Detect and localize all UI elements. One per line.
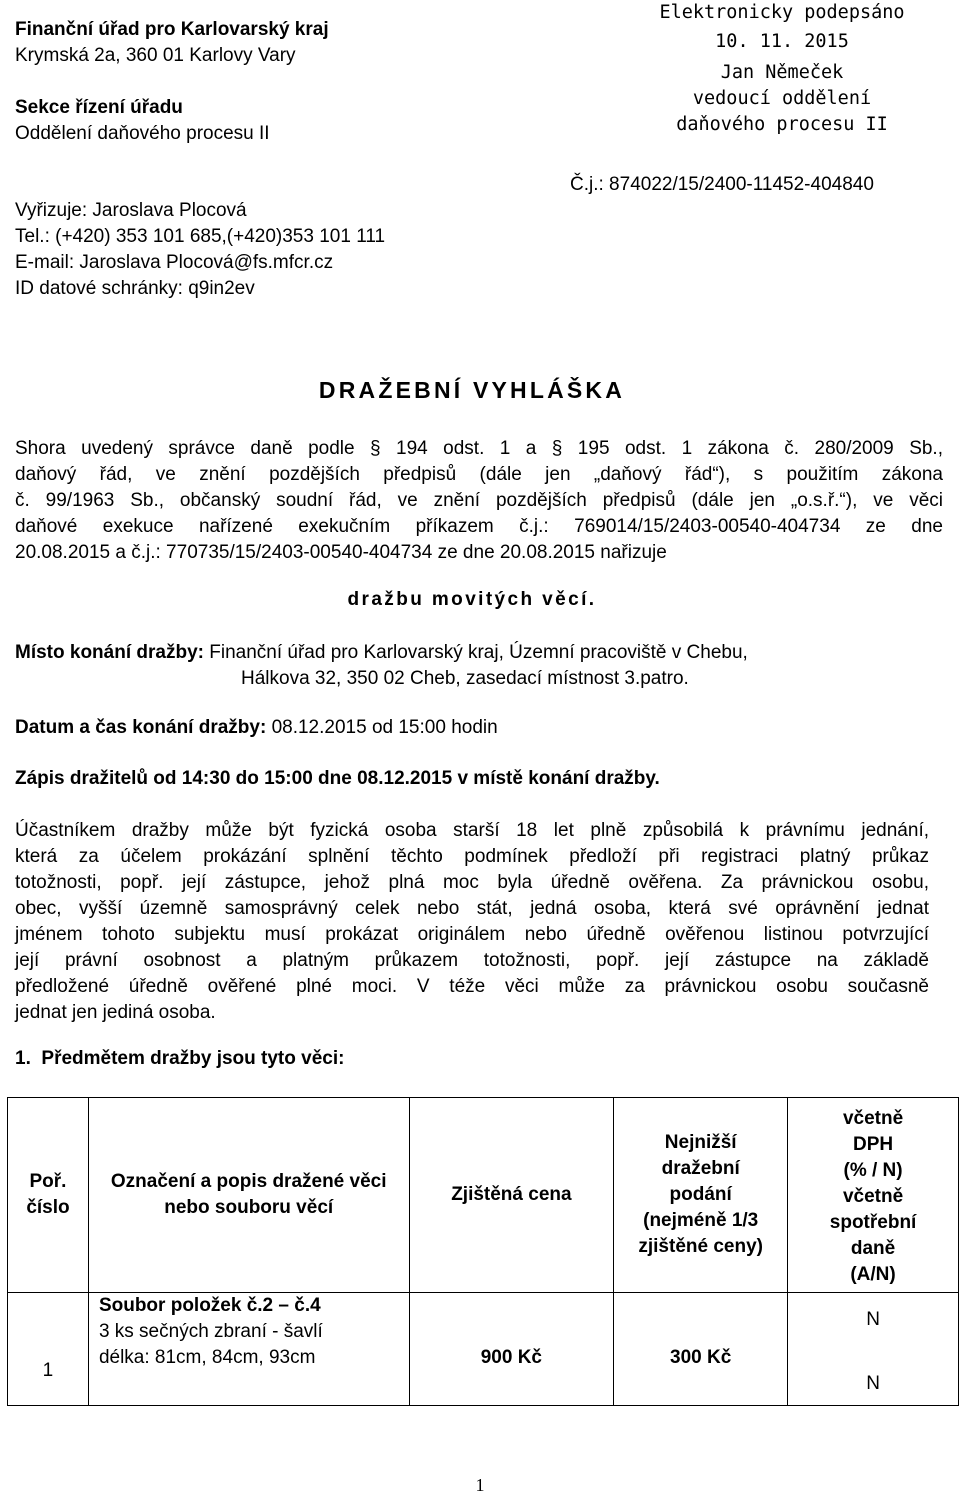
header-vat-line: (% / N): [843, 1160, 903, 1181]
header-desc-line: nebo souboru věcí: [164, 1197, 334, 1218]
table-header-row: [8, 1098, 959, 1293]
participants-line: její právní osobnost a platným průkazem totožnosti, popř. její zástupce na základě: [15, 950, 929, 971]
header-vat-line: spotřební: [829, 1212, 917, 1233]
signature-position-2: daňového procesu II: [676, 114, 888, 135]
header-min-bid-line: Nejnižší: [664, 1132, 737, 1153]
items-table: [7, 1097, 959, 1406]
header-vat: [788, 1098, 959, 1293]
row-vat-excise: N: [866, 1373, 880, 1394]
signature-date: 10. 11. 2015: [715, 31, 849, 52]
participants-paragraph: [15, 818, 929, 1026]
row-price-value: 900 Kč: [480, 1347, 543, 1368]
datetime-label: Datum a čas konání dražby:: [15, 717, 267, 738]
header-vat-line: včetně: [842, 1186, 904, 1207]
header-num-line: Poř.: [29, 1171, 67, 1192]
row-vat-dph: N: [866, 1309, 880, 1330]
datetime-value: 08.12.2015 od 15:00 hodin: [271, 717, 498, 738]
page-number: 1: [475, 1475, 485, 1495]
header-vat-line: (A/N): [850, 1264, 896, 1285]
venue-value-1: Finanční úřad pro Karlovarský kraj, Územní pracoviště v Chebu,: [209, 642, 748, 663]
table-row: [8, 1293, 959, 1406]
participants-line: Účastníkem dražby může být fyzická osoba starší 18 let plně způsobilá k právnímu jednání,: [15, 820, 929, 841]
datetime-line: [15, 715, 498, 741]
section-1-heading: 1. Předmětem dražby jsou tyto věci:: [15, 1048, 345, 1069]
venue-value-2: Hálkova 32, 350 02 Cheb, zasedací místnost 3.patro.: [241, 668, 689, 689]
participants-line: obec, vyšší územně samosprávný celek nebo stát, jedná osoba, která své oprávnění jednat: [15, 898, 929, 919]
row-min-bid: [614, 1293, 788, 1406]
header-num: [8, 1098, 89, 1293]
header-vat-line: DPH: [852, 1134, 894, 1155]
header-min-bid-line: dražební: [661, 1158, 740, 1179]
header-min-bid-line: (nejméně 1/3: [643, 1210, 759, 1231]
contact-person: Vyřizuje: Jaroslava Plocová: [15, 200, 247, 221]
auction-subtitle: dražbu movitých věcí.: [347, 589, 597, 610]
row-price: [409, 1293, 614, 1406]
participants-line: jednat jen jediná osoba.: [15, 1002, 216, 1023]
header-num-line: číslo: [26, 1197, 70, 1218]
row-vat: [788, 1293, 959, 1406]
row-desc-title: Soubor položek č.2 – č.4: [98, 1295, 321, 1316]
databox-line: ID datové schránky: q9in2ev: [15, 278, 255, 299]
intro-paragraph: [15, 436, 943, 566]
row-desc: [88, 1293, 409, 1406]
venue-line-1: [15, 640, 748, 666]
header-vat-line: včetně: [842, 1108, 904, 1129]
intro-line: daňové exekuce nařízené exekučním příkazem č.j.: 769014/15/2403-00540-404734 ze dne: [15, 516, 943, 537]
header-vat-line: daně: [850, 1238, 896, 1259]
phone-line: Tel.: (+420) 353 101 685,(+420)353 101 111: [15, 226, 386, 247]
signature-signed: Elektronicky podepsáno: [659, 2, 905, 23]
reference-number: Č.j.: 874022/15/2400-11452-404840: [570, 174, 874, 195]
section-name: Sekce řízení úřadu: [15, 97, 183, 118]
row-desc-line: 3 ks sečných zbraní - šavlí: [98, 1321, 323, 1342]
signature-name: Jan Němeček: [720, 62, 844, 83]
participants-line: která za účelem prokázání splnění těchto podmínek předloží při registraci platný průkaz: [15, 846, 929, 867]
header-min-bid-line: podání: [669, 1184, 732, 1205]
registration-line: Zápis dražitelů od 14:30 do 15:00 dne 08.12.2015 v místě konání dražby.: [15, 768, 660, 789]
participants-line: jménem tohoto subjektu musí prokázat originálem nebo úředně ověřenou listinou potvrzující: [15, 924, 929, 945]
row-min-bid-value: 300 Kč: [670, 1347, 732, 1368]
intro-line: 20.08.2015 a č.j.: 770735/15/2403-00540-404734 ze dne 20.08.2015 nařizuje: [15, 542, 667, 563]
intro-line: Shora uvedený správce daně podle § 194 odst. 1 a § 195 odst. 1 zákona č. 280/2009 Sb.,: [15, 438, 943, 459]
intro-line: daňový řád, ve znění pozdějších předpisů (dále jen „daňový řád“), s použitím zákona: [15, 464, 943, 485]
header-min-bid-line: zjištěné ceny): [638, 1236, 763, 1257]
signature-position-1: vedoucí oddělení: [692, 88, 872, 109]
office-name: Finanční úřad pro Karlovarský kraj: [15, 19, 329, 40]
venue-label: Místo konání dražby:: [15, 642, 204, 663]
email-line: E-mail: Jaroslava Plocová@fs.mfcr.cz: [15, 252, 334, 273]
row-num: [8, 1293, 89, 1406]
row-desc-line: délka: 81cm, 84cm, 93cm: [98, 1347, 316, 1368]
row-num-value: 1: [42, 1360, 54, 1381]
participants-line: totožnosti, popř. její zástupce, jehož plná moc byla úředně ověřena. Za právnickou osobu,: [15, 872, 929, 893]
header-desc-line: Označení a popis dražené věci: [110, 1171, 387, 1192]
document-title: DRAŽEBNÍ VYHLÁŠKA: [318, 377, 626, 403]
office-address: Krymská 2a, 360 01 Karlovy Vary: [15, 45, 296, 66]
department-name: Oddělení daňového procesu II: [15, 123, 270, 144]
participants-line: předložené úředně ověřené plné moci. V téže věci může za právnickou osobu současně: [15, 976, 929, 997]
header-desc: [88, 1098, 409, 1293]
header-price: [409, 1098, 614, 1293]
header-price-line: Zjištěná cena: [451, 1184, 572, 1205]
intro-line: č. 99/1963 Sb., občanský soudní řád, ve znění pozdějších předpisů (dále jen „o.s.ř.“), ve věci: [15, 490, 943, 511]
header-min-bid: [614, 1098, 788, 1293]
